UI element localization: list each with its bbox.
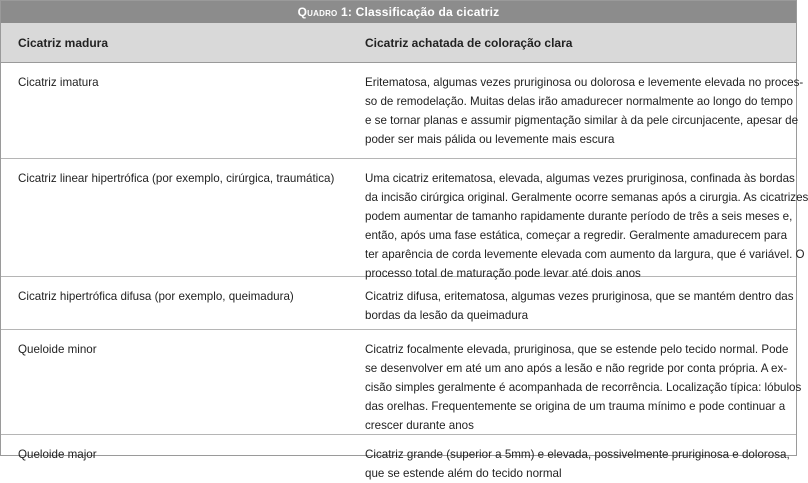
description-line: podem aumentar de tamanho rapidamente durante período de três a seis meses e, xyxy=(365,210,793,223)
description-line: Eritematosa, algumas vezes pruriginosa ou dolorosa e levemente elevada no proces- xyxy=(365,76,804,89)
table-header-row xyxy=(1,23,796,63)
description-line: que se estende além do tecido normal xyxy=(365,467,562,480)
description-line: das orelhas. Frequentemente se origina de um trauma mínimo e pode continuar a xyxy=(365,400,786,413)
table-row xyxy=(1,330,802,435)
table-title-text: Classificação da cicatriz xyxy=(355,5,500,19)
description-line: ter aparência de corda levemente elevada com aumento da largura, que é variável. O xyxy=(365,248,805,261)
description-line: Cicatriz grande (superior a 5mm) e elevada, possivelmente pruriginosa e dolorosa, xyxy=(365,448,790,461)
row-description xyxy=(365,169,808,283)
description-line: processo total de maturação pode levar até dois anos xyxy=(365,267,641,280)
row-description xyxy=(365,445,805,483)
row-description xyxy=(365,73,805,149)
header-left: Cicatriz madura xyxy=(18,35,109,50)
description-line: então, após uma fase estática, começar a regredir. Geralmente amadurecem para xyxy=(365,229,788,242)
row-name: Queloide minor xyxy=(18,343,97,356)
description-line: so de remodelação. Muitas delas irão amadurecer normalmente ao longo do tempo xyxy=(365,95,793,108)
row-name: Cicatriz imatura xyxy=(18,76,99,89)
description-line: bordas da lesão da queimadura xyxy=(365,309,529,322)
header-right: Cicatriz achatada de coloração clara xyxy=(365,35,573,50)
table-title xyxy=(1,1,796,23)
description-line: se desenvolver em até um ano após a lesão e não regride por conta própria. A ex- xyxy=(365,362,788,375)
row-description xyxy=(365,340,805,435)
row-name: Queloide major xyxy=(18,448,97,461)
description-line: e se tornar planas e assumir pigmentação similar à da pele circunjacente, apesar de xyxy=(365,114,799,127)
table-title-label: Quadro 1: xyxy=(297,5,353,19)
table-row xyxy=(1,435,796,480)
row-description xyxy=(365,287,805,325)
description-line: Cicatriz difusa, eritematosa, algumas vezes pruriginosa, que se mantém dentro das xyxy=(365,290,794,303)
description-line: Cicatriz focalmente elevada, pruriginosa, que se estende pelo tecido normal. Pode xyxy=(365,343,789,356)
table-row xyxy=(1,159,808,280)
description-line: poder ser mais pálida ou levemente mais escura xyxy=(365,133,615,146)
table-row xyxy=(1,277,796,330)
description-line: cisão simples geralmente é acompanhada de recorrência. Localização típica: lóbulos xyxy=(365,381,802,394)
row-name: Cicatriz hipertrófica difusa (por exemplo, queimadura) xyxy=(18,290,294,303)
description-line: Uma cicatriz eritematosa, elevada, algumas vezes pruriginosa, confinada às bordas xyxy=(365,172,795,185)
description-line: da incisão cirúrgica original. Geralmente ocorre semanas após a cirurgia. As cicatrizes xyxy=(365,191,808,204)
description-line: crescer durante anos xyxy=(365,419,474,432)
row-name: Cicatriz linear hipertrófica (por exemplo, cirúrgica, traumática) xyxy=(18,172,335,185)
table-row xyxy=(1,63,804,159)
